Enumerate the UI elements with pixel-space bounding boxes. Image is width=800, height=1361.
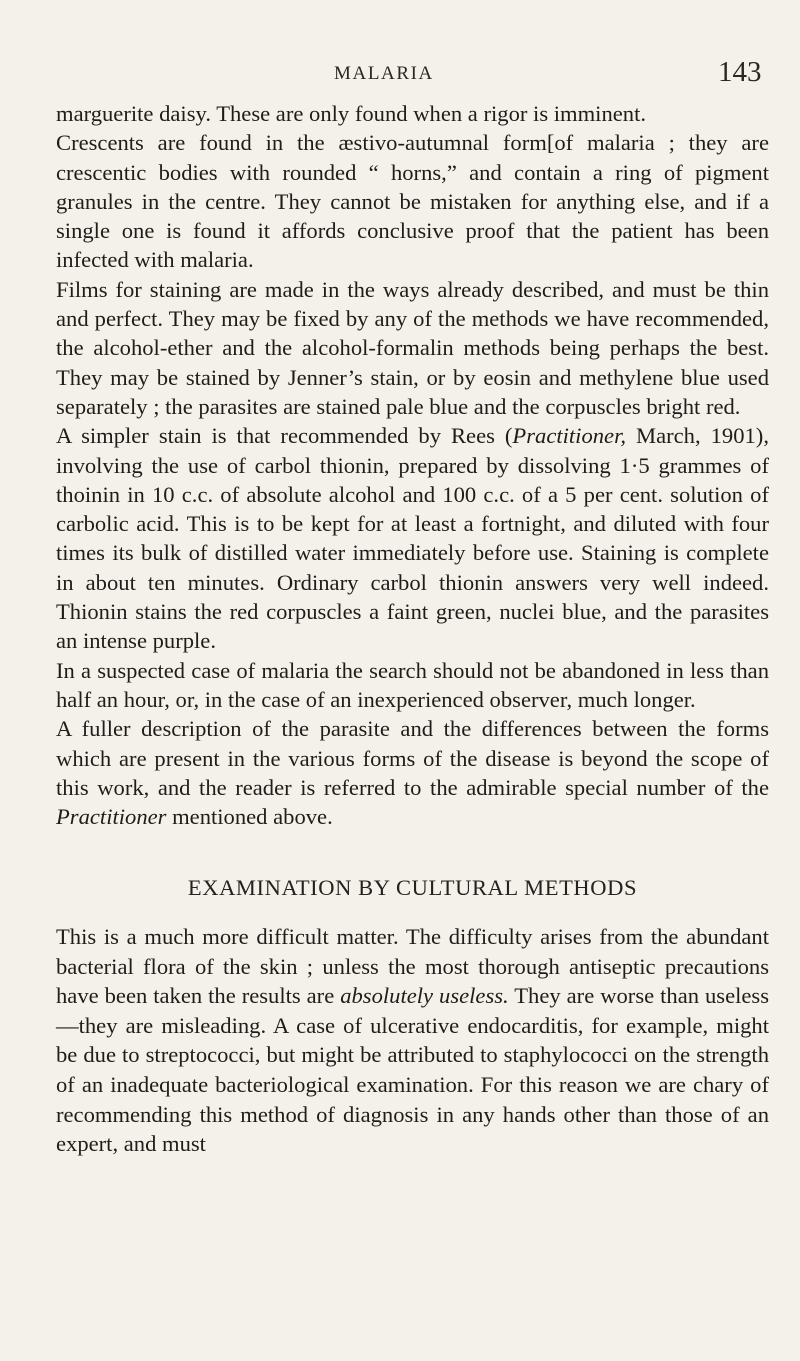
section-paragraph-text-b: They are worse than useless—they are misleading. A case of ulcerative endocarditis, for example, might be due to streptococci, but might be attributed to staphylococci on the strength of an inadequate bacteriological examination. For this reason we are chary of recommending this method of diagnosis in any hands other than those of an expert, and must [56, 983, 769, 1157]
running-title: MALARIA [334, 63, 434, 84]
paragraph-4-text-b: March, 1901), involving the use of carbol thionin, prepared by dissolving 1·5 grammes of thoinin in 10 c.c. of absolute alcohol and 100 c.c. of a 5 per cent. solution of carbolic acid. This is to be kept for at least a fortnight, and diluted with four times its bulk of distilled water immediately before use. Staining is complete in about ten minutes. Ordinary carbol thionin answers very well indeed. Thionin stains the red corpuscles a faint green, nuclei blue, and the parasites an intense purple. [56, 423, 769, 654]
paragraph-4-italic: Practitioner, [512, 423, 627, 449]
section-body-text [56, 922, 769, 1159]
section-heading: EXAMINATION BY CULTURAL METHODS [187, 875, 638, 900]
paragraph-3: Films for staining are made in the ways already described, and must be thin and perfect. They may be fixed by any of the methods we have recommended, the alcohol-ether and the alcohol-formalin methods being perhaps the best. They may be stained by Jenner’s stain, or by eosin and methylene blue used separately ; the parasites are stained pale blue and the corpuscles bright red. [56, 276, 769, 419]
paragraph-1: marguerite daisy. These are only found when a rigor is imminent. [56, 101, 647, 126]
running-head [0, 45, 800, 88]
paragraph-6 [56, 714, 769, 831]
paragraph-4 [56, 421, 769, 655]
paragraph-6-text-a: A fuller description of the parasite and the differences between the forms which are present in the various forms of the disease is beyond the scope of this work, and the reader is referred to the admirable special number of the [56, 716, 769, 800]
paragraph-6-text-b: mentioned above. [166, 804, 333, 830]
section-paragraph-text-a: This is a much more difficult matter. The difficulty arises from the abundant bacterial flora of the skin ; unless the most thorough antiseptic precautions have been taken the results are [56, 924, 769, 1009]
page-number: 143 [718, 56, 762, 88]
paragraph-6-italic: Practitioner [56, 804, 167, 830]
body-text [56, 99, 769, 831]
section-paragraph-italic: absolutely useless. [340, 983, 509, 1009]
paragraph-2: Crescents are found in the æstivo-autumnal form[of malaria ; they are crescentic bodies with rounded “ horns,” and contain a ring of pigment granules in the centre. They cannot be mistaken for anything else, and if a single one is found it affords conclusive proof that the patient has been infected with malaria. [56, 130, 769, 273]
section-paragraph-1 [56, 922, 769, 1159]
paragraph-5: In a suspected case of malaria the search should not be abandoned in less than half an hour, or, in the case of an inexperienced observer, much longer. [56, 657, 769, 712]
paragraph-4-text-a: A simpler stain is that recommended by Rees ( [56, 423, 513, 449]
